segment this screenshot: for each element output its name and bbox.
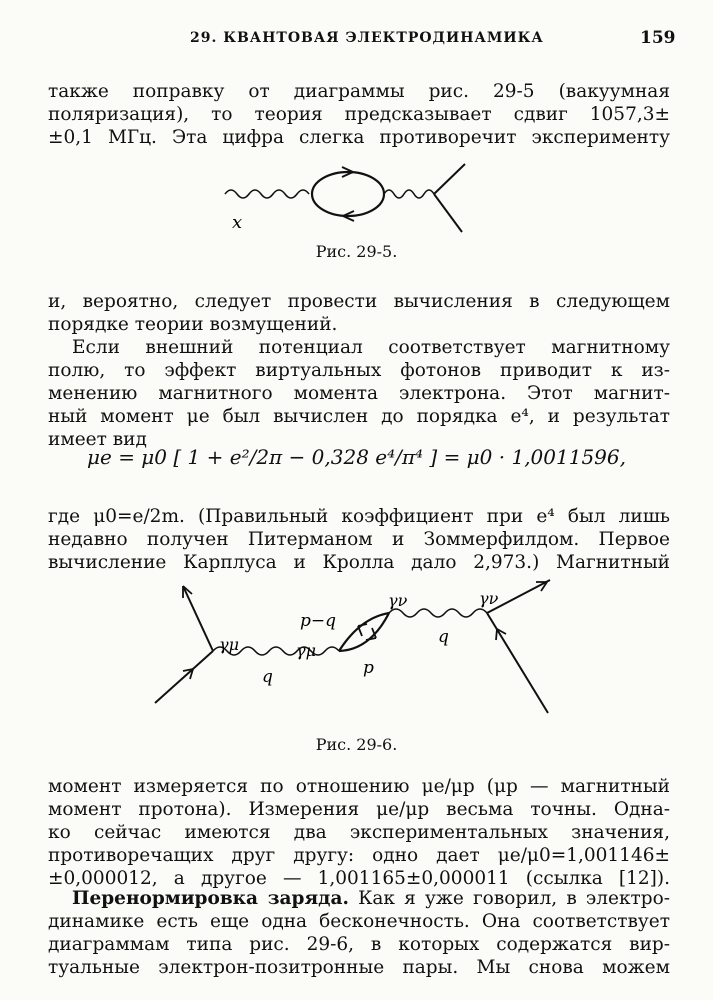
loop-lower-p bbox=[339, 613, 389, 651]
label-p: p bbox=[363, 658, 374, 678]
text-line: динамике есть еще одна бесконечность. Она соответствует bbox=[48, 911, 670, 932]
text-line: также поправку от диаграммы рис. 29-5 (вакуумная bbox=[48, 81, 670, 102]
label-gamma-nu-2: γν bbox=[479, 589, 499, 608]
text-line: ±0,000012, а другое — 1,001165±0,000011 (ссылка [12]). bbox=[48, 868, 670, 889]
photon-line-right bbox=[384, 190, 434, 198]
paragraph-4 bbox=[48, 775, 670, 890]
proton-in bbox=[487, 613, 548, 713]
fermion-loop bbox=[312, 172, 384, 216]
fermion-out-lower bbox=[434, 194, 462, 232]
label-x: x bbox=[232, 212, 243, 233]
photon-line-left bbox=[225, 190, 309, 198]
text-line: Если внешний потенциал соответствует магнитному bbox=[72, 337, 670, 358]
text-line: где μ0=e/2m. (Правильный коэффициент при e⁴ был лишь bbox=[48, 506, 670, 527]
label-gamma-mu-2: γμ bbox=[296, 641, 316, 660]
paragraph-1 bbox=[48, 80, 670, 149]
text-line: момент протона). Измерения μe/μp весьма точны. Одна- bbox=[48, 799, 670, 820]
text-fragment: Как я уже говорил, в электро- bbox=[358, 888, 670, 909]
incoming-electron bbox=[155, 651, 213, 703]
text-line: порядке теории возмущений. bbox=[48, 314, 338, 335]
text-line: поляризация), то теория предсказывает сдвиг 1057,3± bbox=[48, 104, 670, 125]
label-p-minus-q: p−q bbox=[300, 611, 337, 631]
label-q-left: q bbox=[262, 667, 273, 687]
label-gamma-mu-1: γμ bbox=[219, 635, 239, 654]
paragraph-5 bbox=[48, 887, 670, 979]
text-line: момент измеряется по отношению μe/μp (μp — магнитный bbox=[48, 776, 670, 797]
paragraph-3 bbox=[48, 505, 670, 574]
text-line: туальные электрон-позитронные пары. Мы снова можем bbox=[48, 957, 670, 978]
page-number: 159 bbox=[640, 28, 676, 48]
loop-upper-p-minus-q bbox=[339, 613, 389, 651]
magnetic-moment-formula: μe = μ0 [ 1 + e²/2π − 0,328 e⁴/π⁴ ] = μ0 · 1,0011596, bbox=[87, 445, 626, 469]
paragraph-2 bbox=[48, 290, 670, 451]
text-line: и, вероятно, следует провести вычисления в следующем bbox=[48, 291, 670, 312]
loop-arrow-2 bbox=[366, 628, 376, 640]
running-header bbox=[0, 30, 713, 50]
text-line: противоречащих друг другу: одно дает μe/μ0=1,001146± bbox=[48, 845, 670, 866]
section-heading: Перенормировка заряда. bbox=[72, 888, 349, 909]
figure-29-5 bbox=[0, 150, 713, 235]
text-line: менению магнитного момента электрона. Этот магнит- bbox=[48, 383, 670, 404]
running-title: 29. КВАНТОВАЯ ЭЛЕКТРОДИНАМИКА bbox=[190, 30, 544, 46]
fermion-out-upper bbox=[434, 164, 465, 194]
text-line: диаграммам типа рис. 29-6, в которых содержатся вир- bbox=[48, 934, 670, 955]
text-line: ±0,1 МГц. Эта цифра слегка противоречит эксперименту bbox=[48, 127, 670, 148]
photon-q-right bbox=[389, 609, 487, 617]
text-line: полю, то эффект виртуальных фотонов приводит к из- bbox=[48, 360, 670, 381]
figure-29-6-caption: Рис. 29-6. bbox=[315, 735, 398, 754]
text-line: вычисление Карплуса и Кролла дало 2,973.) Магнитный bbox=[48, 552, 670, 573]
figure-29-6 bbox=[0, 578, 713, 728]
label-gamma-nu-1: γν bbox=[388, 591, 408, 610]
text-line: ный момент μe был вычислен до порядка e⁴, и результат bbox=[48, 406, 670, 427]
text-line: недавно получен Питерманом и Зоммерфилдом. Первое bbox=[48, 529, 670, 550]
text-line: имеет вид bbox=[48, 429, 147, 450]
label-q-right: q bbox=[438, 627, 449, 647]
text-line: ко сейчас имеются два экспериментальных значения, bbox=[48, 822, 670, 843]
figure-29-5-caption: Рис. 29-5. bbox=[315, 242, 398, 261]
loop-arrow-1 bbox=[358, 624, 367, 636]
text-line bbox=[48, 887, 670, 910]
outgoing-electron bbox=[183, 586, 213, 651]
